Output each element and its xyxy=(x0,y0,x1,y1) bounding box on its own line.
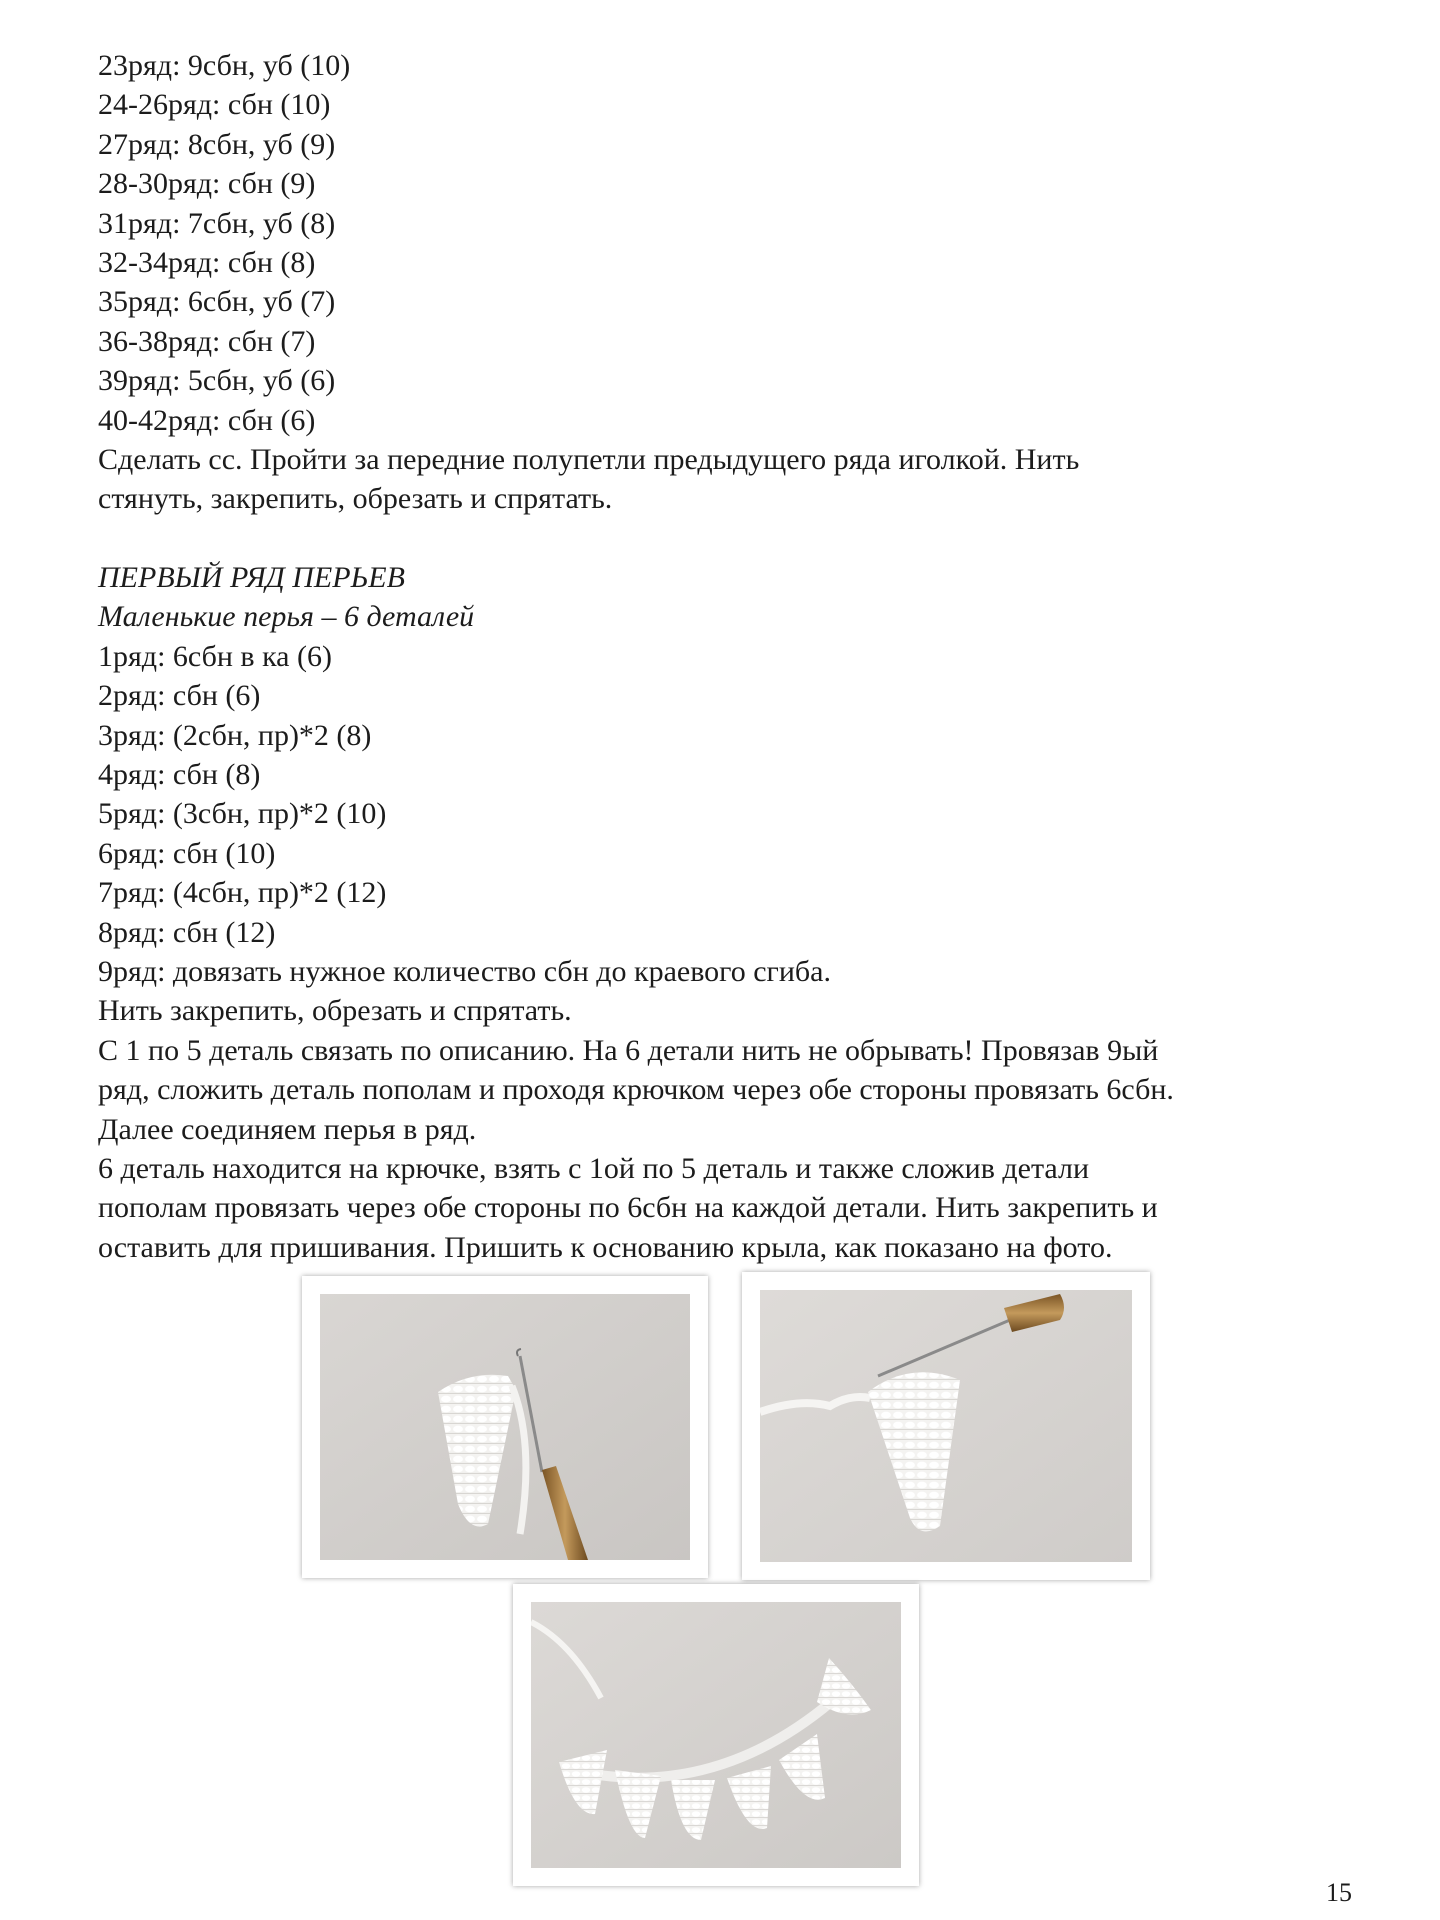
row-instruction: 23ряд: 9сбн, уб (10) xyxy=(98,49,351,82)
paragraph-line: Сделать сс. Пройти за передние полупетли предыдущего ряда иголкой. Нить xyxy=(98,443,1080,477)
row-instruction: 39ряд: 5сбн, уб (6) xyxy=(98,364,336,398)
paragraph-line: оставить для пришивания. Пришить к основанию крыла, как показано на фото. xyxy=(98,1230,1113,1264)
row-instruction: 5ряд: (3сбн, пр)*2 (10) xyxy=(98,797,387,831)
section-title: ПЕРВЫЙ РЯД ПЕРЬЕВ xyxy=(98,560,405,594)
instructions-text xyxy=(98,991,1378,1267)
finish-text xyxy=(98,440,1378,519)
row-instruction: 27ряд: 8сбн, уб (9) xyxy=(98,127,336,161)
paragraph-line: ряд, сложить деталь пополам и проходя крючком через обе стороны провязать 6сбн. xyxy=(98,1073,1174,1107)
row-instruction: 1ряд: 6сбн в ка (6) xyxy=(98,639,332,673)
rows-top-list xyxy=(98,46,1378,440)
paragraph-line: Далее соединяем перья в ряд. xyxy=(98,1112,477,1146)
row-instruction: 8ряд: сбн (12) xyxy=(98,915,276,949)
paragraph-line: С 1 по 5 деталь связать по описанию. На 6 детали нить не обрывать! Провязав 9ый xyxy=(98,1033,1159,1067)
photo-2-image xyxy=(760,1290,1132,1562)
row-instruction: 31ряд: 7сбн, уб (8) xyxy=(98,206,336,240)
page-text xyxy=(98,46,1378,1267)
photo-feather-hook-2 xyxy=(742,1272,1150,1580)
row-instruction: 35ряд: 6сбн, уб (7) xyxy=(98,285,336,319)
row-instruction: 2ряд: сбн (6) xyxy=(98,679,261,713)
row-instruction: 9ряд: довязать нужное количество сбн до краевого сгиба. xyxy=(98,954,831,988)
photo-feathers-row xyxy=(513,1584,919,1886)
page-number: 15 xyxy=(1326,1878,1352,1907)
row-instruction: 40-42ряд: сбн (6) xyxy=(98,403,316,437)
paragraph-line: стянуть, закрепить, обрезать и спрятать. xyxy=(98,482,613,516)
paragraph-line: 6 деталь находится на крючке, взять с 1ой по 5 деталь и также сложив детали xyxy=(98,1151,1090,1185)
row-instruction: 3ряд: (2сбн, пр)*2 (8) xyxy=(98,718,372,752)
photo-1-image xyxy=(320,1294,690,1560)
paragraph-line: пополам провязать через обе стороны по 6сбн на каждой детали. Нить закрепить и xyxy=(98,1191,1158,1225)
photo-3-image xyxy=(531,1602,901,1868)
rows-feathers-list xyxy=(98,637,1378,992)
row-instruction: 28-30ряд: сбн (9) xyxy=(98,167,316,201)
row-instruction: 24-26ряд: сбн (10) xyxy=(98,88,331,122)
row-instruction: 36-38ряд: сбн (7) xyxy=(98,324,316,358)
photo-feather-hook-1 xyxy=(302,1276,708,1578)
row-instruction: 4ряд: сбн (8) xyxy=(98,757,261,791)
row-instruction: 6ряд: сбн (10) xyxy=(98,836,276,870)
paragraph-line: Нить закрепить, обрезать и спрятать. xyxy=(98,994,572,1028)
section-subtitle: Маленькие перья – 6 деталей xyxy=(98,600,475,634)
row-instruction: 7ряд: (4сбн, пр)*2 (12) xyxy=(98,876,387,910)
row-instruction: 32-34ряд: сбн (8) xyxy=(98,246,316,280)
